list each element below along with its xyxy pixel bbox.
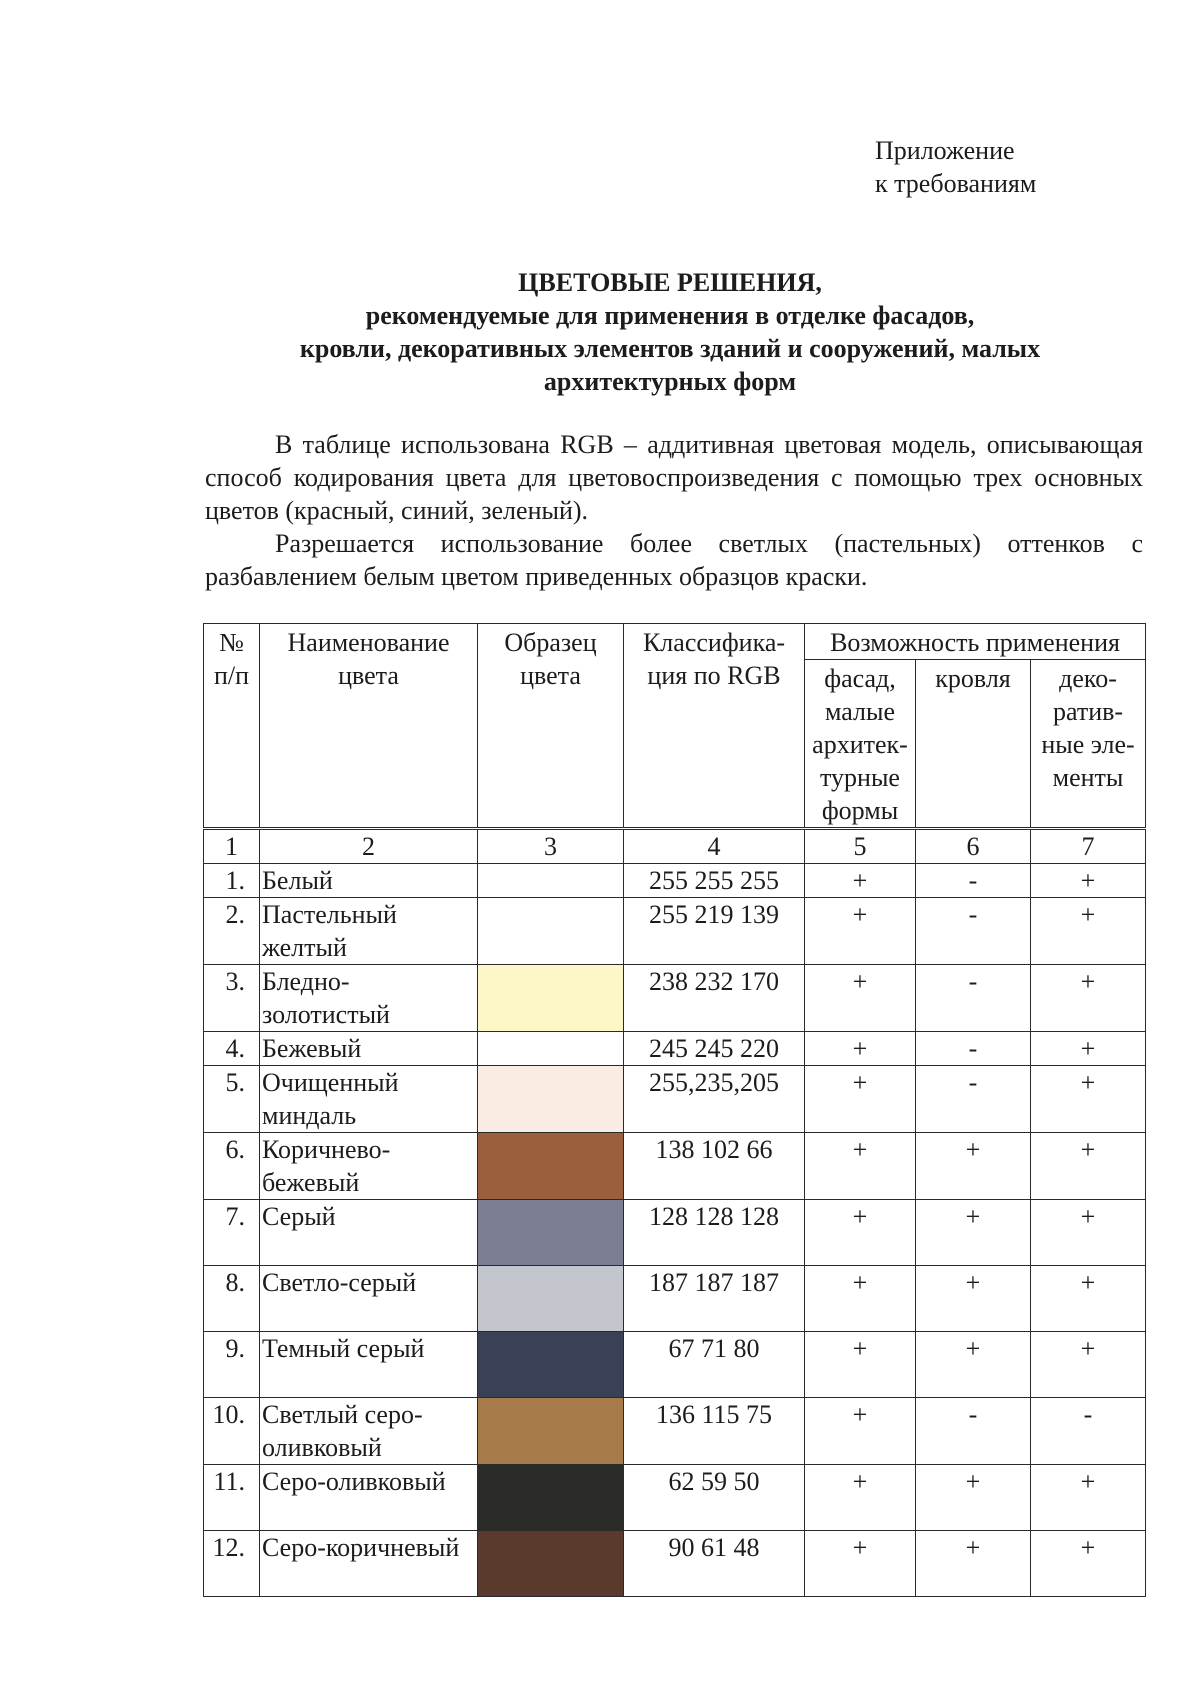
row-number: 9. [204, 1332, 260, 1398]
color-name: Коричнево-бежевый [260, 1133, 478, 1200]
color-swatch [478, 1531, 624, 1597]
decor-usage: + [1031, 965, 1146, 1032]
table-row [204, 1332, 1146, 1398]
decor-usage: + [1031, 1032, 1146, 1066]
appendix-line-1: Приложение [875, 136, 1015, 165]
row-number: 1. [204, 864, 260, 898]
roof-usage: + [916, 1266, 1031, 1332]
document-title [200, 266, 1140, 398]
col-number: 4 [624, 829, 805, 864]
roof-usage: - [916, 864, 1031, 898]
decor-usage: + [1031, 1133, 1146, 1200]
facade-usage: + [805, 1398, 916, 1465]
decor-usage: + [1031, 1332, 1146, 1398]
row-number: 11. [204, 1465, 260, 1531]
color-name: Серо-оливковый [260, 1465, 478, 1531]
color-swatch [478, 1465, 624, 1531]
table-row [204, 1133, 1146, 1200]
table-row [204, 1531, 1146, 1597]
row-number: 2. [204, 898, 260, 965]
table-row [204, 898, 1146, 965]
roof-usage: - [916, 965, 1031, 1032]
paragraph-pastel-shades: Разрешается использование более светлых (пастельных) оттенков с разбавлением белым цветом приведенных образцов краски. [205, 529, 1143, 591]
column-numbers-row [204, 829, 1146, 864]
col-number: 1 [204, 829, 260, 864]
roof-usage: - [916, 1066, 1031, 1133]
title-line-1: ЦВЕТОВЫЕ РЕШЕНИЯ, [518, 268, 822, 297]
rgb-value: 67 71 80 [624, 1332, 805, 1398]
header-sample: Образец цвета [478, 624, 624, 829]
table-row [204, 1266, 1146, 1332]
row-number: 8. [204, 1266, 260, 1332]
col-number: 6 [916, 829, 1031, 864]
header-name: Наименование цвета [260, 624, 478, 829]
roof-usage: + [916, 1332, 1031, 1398]
row-number: 6. [204, 1133, 260, 1200]
roof-usage: + [916, 1133, 1031, 1200]
row-number: 10. [204, 1398, 260, 1465]
facade-usage: + [805, 1133, 916, 1200]
facade-usage: + [805, 1032, 916, 1066]
title-line-2: рекомендуемые для применения в отделке фасадов, [365, 301, 975, 330]
roof-usage: + [916, 1200, 1031, 1266]
facade-usage: + [805, 1465, 916, 1531]
facade-usage: + [805, 1066, 916, 1133]
decor-usage: + [1031, 1200, 1146, 1266]
facade-usage: + [805, 965, 916, 1032]
title-line-4: архитектурных форм [543, 367, 797, 396]
rgb-value: 255 255 255 [624, 864, 805, 898]
decor-usage: + [1031, 1066, 1146, 1133]
color-swatch [478, 1032, 624, 1066]
col-number: 3 [478, 829, 624, 864]
color-swatch [478, 1066, 624, 1133]
roof-usage: - [916, 1032, 1031, 1066]
decor-usage: + [1031, 864, 1146, 898]
facade-usage: + [805, 864, 916, 898]
table-row [204, 1398, 1146, 1465]
header-usage: Возможность применения [805, 624, 1146, 660]
title-line-3: кровли, декоративных элементов зданий и сооружений, малых [299, 334, 1041, 363]
decor-usage: + [1031, 1465, 1146, 1531]
color-swatch [478, 898, 624, 965]
table-row [204, 864, 1146, 898]
rgb-value: 255 219 139 [624, 898, 805, 965]
header-decor: деко-ратив-ные эле-менты [1031, 660, 1146, 829]
roof-usage: - [916, 1398, 1031, 1465]
table-row [204, 1066, 1146, 1133]
appendix-note [875, 134, 1036, 200]
decor-usage: + [1031, 1266, 1146, 1332]
roof-usage: - [916, 898, 1031, 965]
color-name: Очищенный миндаль [260, 1066, 478, 1133]
color-swatch [478, 965, 624, 1032]
row-number: 4. [204, 1032, 260, 1066]
color-swatch [478, 864, 624, 898]
decor-usage: + [1031, 898, 1146, 965]
facade-usage: + [805, 1332, 916, 1398]
row-number: 12. [204, 1531, 260, 1597]
header-rgb: Классифика-ция по RGB [624, 624, 805, 829]
color-swatch [478, 1266, 624, 1332]
rgb-value: 62 59 50 [624, 1465, 805, 1531]
color-name: Серый [260, 1200, 478, 1266]
rgb-value: 187 187 187 [624, 1266, 805, 1332]
appendix-line-2: к требованиям [875, 169, 1037, 198]
roof-usage: + [916, 1531, 1031, 1597]
color-name: Светлый серо-оливковый [260, 1398, 478, 1465]
rgb-value: 90 61 48 [624, 1531, 805, 1597]
decor-usage: - [1031, 1398, 1146, 1465]
color-name: Бледно-золотистый [260, 965, 478, 1032]
col-number: 2 [260, 829, 478, 864]
color-name: Темный серый [260, 1332, 478, 1398]
color-name: Светло-серый [260, 1266, 478, 1332]
rgb-value: 245 245 220 [624, 1032, 805, 1066]
decor-usage: + [1031, 1531, 1146, 1597]
color-swatch [478, 1332, 624, 1398]
facade-usage: + [805, 898, 916, 965]
rgb-value: 255,235,205 [624, 1066, 805, 1133]
row-number: 3. [204, 965, 260, 1032]
table-row [204, 965, 1146, 1032]
paragraph-rgb-model: В таблице использована RGB – аддитивная цветовая модель, описывающая способ кодирования цвета для цветовоспроизведения с помощью трех основных цветов (красный, синий, зеленый). [205, 430, 1143, 525]
intro-text [205, 428, 1143, 593]
roof-usage: + [916, 1465, 1031, 1531]
color-name: Пастельный желтый [260, 898, 478, 965]
rgb-value: 128 128 128 [624, 1200, 805, 1266]
row-number: 5. [204, 1066, 260, 1133]
color-name: Бежевый [260, 1032, 478, 1066]
header-no: № п/п [204, 624, 260, 829]
col-number: 7 [1031, 829, 1146, 864]
color-swatch [478, 1398, 624, 1465]
col-number: 5 [805, 829, 916, 864]
color-swatch [478, 1133, 624, 1200]
rgb-value: 138 102 66 [624, 1133, 805, 1200]
table-row [204, 1032, 1146, 1066]
table-row [204, 1465, 1146, 1531]
color-name: Белый [260, 864, 478, 898]
row-number: 7. [204, 1200, 260, 1266]
color-name: Серо-коричневый [260, 1531, 478, 1597]
rgb-value: 238 232 170 [624, 965, 805, 1032]
facade-usage: + [805, 1200, 916, 1266]
table-row [204, 1200, 1146, 1266]
facade-usage: + [805, 1531, 916, 1597]
color-solutions-table [203, 623, 1146, 1597]
facade-usage: + [805, 1266, 916, 1332]
header-roof: кровля [916, 660, 1031, 829]
rgb-value: 136 115 75 [624, 1398, 805, 1465]
header-facade: фасад, малые архитек-турные формы [805, 660, 916, 829]
header-row-1 [204, 624, 1146, 660]
color-swatch [478, 1200, 624, 1266]
